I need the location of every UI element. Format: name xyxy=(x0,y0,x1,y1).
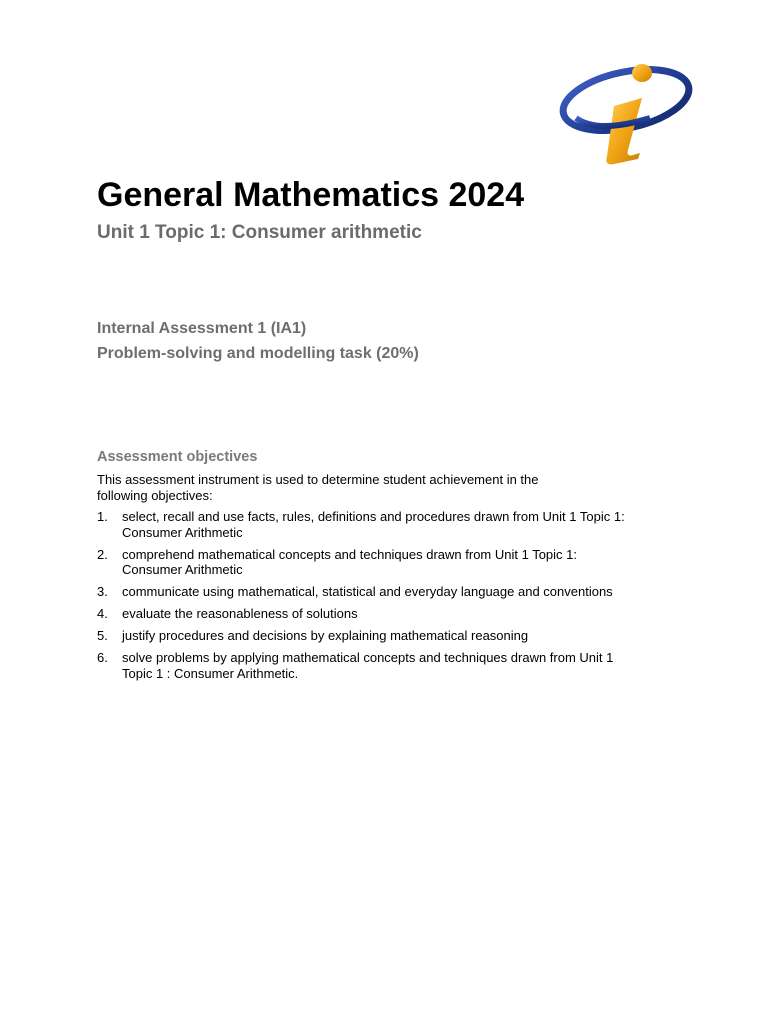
list-item-text: solve problems by applying mathematical concepts and techniques drawn from Unit 1 Topic 1 : Consumer Arithmetic. xyxy=(122,650,614,681)
list-item-text: communicate using mathematical, statistical and everyday language and conventions xyxy=(122,584,613,599)
list-item-number: 6. xyxy=(97,650,108,665)
page-subtitle: Unit 1 Topic 1: Consumer arithmetic xyxy=(97,222,422,243)
list-item-text: select, recall and use facts, rules, definitions and procedures drawn from Unit 1 Topic 1: Consumer Arithmetic xyxy=(122,509,625,540)
list-item-text: comprehend mathematical concepts and techniques drawn from Unit 1 Topic 1: Consumer Arithmetic xyxy=(122,546,578,577)
list-item-number: 1. xyxy=(97,509,108,524)
info-i-logo-icon xyxy=(558,58,698,166)
list-item xyxy=(97,650,657,681)
list-item xyxy=(97,628,657,644)
list-item xyxy=(97,606,657,622)
list-item-text: evaluate the reasonableness of solutions xyxy=(122,606,358,621)
list-item xyxy=(97,509,657,540)
list-item xyxy=(97,547,657,578)
objectives-intro: This assessment instrument is used to determine student achievement in the following objectives: xyxy=(97,472,539,503)
assessment-heading xyxy=(97,316,419,366)
assessment-task: Problem-solving and modelling task (20%) xyxy=(97,345,419,362)
assessment-name: Internal Assessment 1 (IA1) xyxy=(97,320,307,337)
objectives-list xyxy=(97,509,657,688)
list-item-text: justify procedures and decisions by explaining mathematical reasoning xyxy=(122,628,529,643)
list-item-number: 2. xyxy=(97,546,108,562)
list-item-number: 5. xyxy=(97,628,108,643)
list-item xyxy=(97,584,657,600)
objectives-heading: Assessment objectives xyxy=(97,449,258,465)
list-item-number: 4. xyxy=(97,606,108,621)
list-item-number: 3. xyxy=(97,584,108,599)
page-title: General Mathematics 2024 xyxy=(97,176,525,214)
